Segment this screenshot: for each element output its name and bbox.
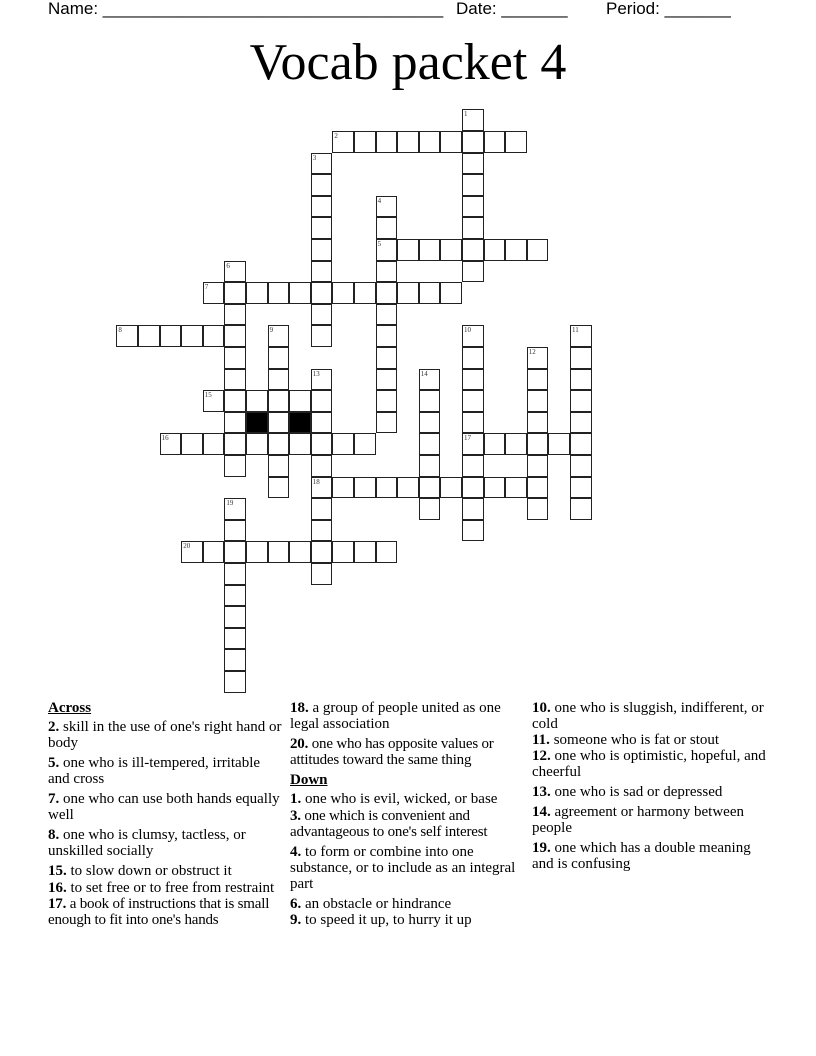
grid-cell[interactable] <box>397 282 419 304</box>
clue-number: 9 <box>269 326 274 335</box>
grid-cell[interactable] <box>527 455 549 477</box>
clue-number: 7 <box>204 283 209 292</box>
clues-column-1 <box>48 700 284 932</box>
grid-cell[interactable] <box>462 239 484 261</box>
grid-cell[interactable] <box>138 325 160 347</box>
grid-cell[interactable] <box>376 196 398 218</box>
grid-cell[interactable] <box>311 433 333 455</box>
grid-cell[interactable] <box>311 520 333 542</box>
grid-cell[interactable] <box>311 174 333 196</box>
grid-cell[interactable] <box>376 325 398 347</box>
grid-cell[interactable] <box>505 477 527 499</box>
date-field[interactable]: Date: _______ <box>456 0 568 18</box>
grid-cell[interactable] <box>268 455 290 477</box>
grid-cell[interactable] <box>419 390 441 412</box>
grid-cell[interactable] <box>570 325 592 347</box>
clue-down-1: 1. one who is evil, wicked, or base <box>290 791 498 807</box>
grid-cell[interactable] <box>289 282 311 304</box>
clue-across-20: 20. one who has opposite values or attitudes toward the same thing <box>290 736 494 768</box>
grid-cell[interactable] <box>311 217 333 239</box>
grid-cell[interactable] <box>462 347 484 369</box>
grid-cell[interactable] <box>484 239 506 261</box>
grid-cell[interactable] <box>203 433 225 455</box>
grid-cell[interactable] <box>484 433 506 455</box>
grid-cell[interactable] <box>419 433 441 455</box>
clue-across-5: 5. one who is ill-tempered, irritable and cross <box>48 755 261 787</box>
clue-down-10: 10. one who is sluggish, indifferent, or cold <box>532 700 764 732</box>
grid-cell[interactable] <box>311 325 333 347</box>
grid-cell[interactable] <box>527 477 549 499</box>
grid-cell[interactable] <box>354 131 376 153</box>
grid-cell[interactable] <box>246 541 268 563</box>
grid-cell[interactable] <box>246 433 268 455</box>
grid-cell[interactable] <box>268 541 290 563</box>
grid-cell[interactable] <box>311 563 333 585</box>
black-cell <box>246 412 268 434</box>
grid-cell[interactable] <box>224 671 246 693</box>
grid-cell[interactable] <box>354 477 376 499</box>
clue-number: 10 <box>464 326 471 335</box>
grid-cell[interactable] <box>527 390 549 412</box>
grid-cell[interactable] <box>311 477 333 499</box>
grid-cell[interactable] <box>462 196 484 218</box>
clue-down-19: 19. one which has a double meaning and is confusing <box>532 840 751 872</box>
grid-cell[interactable] <box>203 282 225 304</box>
grid-cell[interactable] <box>462 325 484 347</box>
grid-cell[interactable] <box>462 520 484 542</box>
clues-column-3 <box>532 700 768 876</box>
grid-cell[interactable] <box>203 390 225 412</box>
grid-cell[interactable] <box>484 131 506 153</box>
grid-cell[interactable] <box>311 282 333 304</box>
clue-number: 6 <box>226 261 230 270</box>
grid-cell[interactable] <box>332 282 354 304</box>
grid-cell[interactable] <box>376 239 398 261</box>
name-field[interactable]: Name: ____________________________________ <box>48 0 444 18</box>
grid-cell[interactable] <box>570 455 592 477</box>
grid-cell[interactable] <box>224 606 246 628</box>
grid-cell[interactable] <box>246 282 268 304</box>
grid-cell[interactable] <box>224 563 246 585</box>
grid-cell[interactable] <box>419 412 441 434</box>
grid-cell[interactable] <box>224 628 246 650</box>
grid-cell[interactable] <box>311 239 333 261</box>
grid-cell[interactable] <box>268 347 290 369</box>
grid-cell[interactable] <box>376 347 398 369</box>
clue-across-16: 16. to set free or to free from restraint <box>48 880 275 896</box>
grid-cell[interactable] <box>224 325 246 347</box>
clue-across-8: 8. one who is clumsy, tactless, or unskilled socially <box>48 827 246 859</box>
grid-cell[interactable] <box>376 477 398 499</box>
grid-cell[interactable] <box>462 412 484 434</box>
grid-cell[interactable] <box>505 239 527 261</box>
grid-cell[interactable] <box>462 131 484 153</box>
grid-cell[interactable] <box>397 239 419 261</box>
grid-cell[interactable] <box>332 131 354 153</box>
grid-cell[interactable] <box>462 109 484 131</box>
grid-cell[interactable] <box>332 541 354 563</box>
grid-cell[interactable] <box>311 498 333 520</box>
grid-cell[interactable] <box>268 477 290 499</box>
clue-down-3: 3. one which is convenient and advantageous to one's self interest <box>290 808 488 840</box>
grid-cell[interactable] <box>527 239 549 261</box>
grid-cell[interactable] <box>419 498 441 520</box>
clue-number: 4 <box>377 196 382 205</box>
grid-cell[interactable] <box>462 217 484 239</box>
grid-cell[interactable] <box>311 153 333 175</box>
grid-cell[interactable] <box>548 433 570 455</box>
page-title: Vocab packet 4 <box>249 34 567 91</box>
grid-cell[interactable] <box>268 282 290 304</box>
grid-cell[interactable] <box>224 412 246 434</box>
clue-down-6: 6. an obstacle or hindrance <box>290 896 452 912</box>
grid-cell[interactable] <box>289 541 311 563</box>
grid-cell[interactable] <box>419 477 441 499</box>
grid-cell[interactable] <box>484 477 506 499</box>
grid-cell[interactable] <box>419 455 441 477</box>
grid-cell[interactable] <box>527 412 549 434</box>
grid-cell[interactable] <box>570 433 592 455</box>
grid-cell[interactable] <box>311 196 333 218</box>
clue-number: 5 <box>377 240 382 248</box>
grid-cell[interactable] <box>462 369 484 391</box>
grid-cell[interactable] <box>397 477 419 499</box>
grid-cell[interactable] <box>570 390 592 412</box>
period-field[interactable]: Period: _______ <box>606 0 731 18</box>
grid-cell[interactable] <box>268 369 290 391</box>
clue-number: 13 <box>312 369 320 378</box>
grid-cell[interactable] <box>246 390 268 412</box>
clue-number: 12 <box>528 348 536 356</box>
clue-across-15: 15. to slow down or obstruct it <box>48 863 232 879</box>
grid-cell[interactable] <box>527 347 549 369</box>
grid-cell[interactable] <box>311 261 333 283</box>
grid-cell[interactable] <box>419 369 441 391</box>
grid-cell[interactable] <box>397 131 419 153</box>
grid-cell[interactable] <box>376 390 398 412</box>
clue-number: 19 <box>226 499 234 508</box>
grid-cell[interactable] <box>160 433 182 455</box>
grid-cell[interactable] <box>354 541 376 563</box>
grid-cell[interactable] <box>116 325 138 347</box>
grid-cell[interactable] <box>462 433 484 455</box>
grid-cell[interactable] <box>224 390 246 412</box>
grid-cell[interactable] <box>376 217 398 239</box>
clue-across-18: 18. a group of people united as one legal association <box>290 700 501 732</box>
clue-down-4: 4. to form or combine into one substance, or to include as an integral part <box>290 844 516 892</box>
grid-cell[interactable] <box>224 369 246 391</box>
grid-cell[interactable] <box>203 325 225 347</box>
grid-cell[interactable] <box>311 304 333 326</box>
grid-cell[interactable] <box>527 433 549 455</box>
down-heading: Down <box>290 772 328 788</box>
grid-cell[interactable] <box>224 261 246 283</box>
clue-down-12: 12. one who is optimistic, hopeful, and cheerful <box>532 748 766 780</box>
grid-cell[interactable] <box>376 261 398 283</box>
clue-down-11: 11. someone who is fat or stout <box>532 732 720 748</box>
clue-across-17: 17. a book of instructions that is small enough to fit into one's hands <box>48 896 270 928</box>
grid-cell[interactable] <box>311 541 333 563</box>
grid-cell[interactable] <box>440 131 462 153</box>
grid-cell[interactable] <box>419 131 441 153</box>
grid-cell[interactable] <box>224 455 246 477</box>
grid-cell[interactable] <box>462 455 484 477</box>
grid-cell[interactable] <box>224 347 246 369</box>
grid-cell[interactable] <box>419 239 441 261</box>
grid-cell[interactable] <box>462 498 484 520</box>
clue-number: 1 <box>464 110 468 119</box>
grid-cell[interactable] <box>570 412 592 434</box>
grid-cell[interactable] <box>570 347 592 369</box>
grid-cell[interactable] <box>440 282 462 304</box>
grid-cell[interactable] <box>181 325 203 347</box>
clue-number: 14 <box>420 369 428 378</box>
clue-number: 2 <box>334 132 338 140</box>
grid-cell[interactable] <box>376 304 398 326</box>
grid-cell[interactable] <box>289 433 311 455</box>
grid-cell[interactable] <box>181 541 203 563</box>
grid-cell[interactable] <box>224 282 246 304</box>
grid-cell[interactable] <box>203 541 225 563</box>
grid-cell[interactable] <box>440 239 462 261</box>
grid-cell[interactable] <box>505 131 527 153</box>
grid-cell[interactable] <box>462 477 484 499</box>
grid-cell[interactable] <box>224 498 246 520</box>
clue-number: 8 <box>118 326 122 335</box>
clue-number: 17 <box>464 434 471 443</box>
grid-cell[interactable] <box>376 282 398 304</box>
grid-cell[interactable] <box>462 153 484 175</box>
clue-number: 18 <box>312 477 320 486</box>
black-cell <box>289 412 311 434</box>
grid-cell[interactable] <box>505 433 527 455</box>
clue-number: 11 <box>572 326 579 335</box>
across-heading: Across <box>48 700 92 716</box>
grid-cell[interactable] <box>224 541 246 563</box>
grid-cell[interactable] <box>354 282 376 304</box>
clue-number: 16 <box>161 434 169 443</box>
clues-column-2 <box>290 700 526 932</box>
grid-cell[interactable] <box>570 498 592 520</box>
grid-cell[interactable] <box>181 433 203 455</box>
grid-cell[interactable] <box>376 541 398 563</box>
grid-cell[interactable] <box>332 433 354 455</box>
grid-cell[interactable] <box>527 498 549 520</box>
clue-down-9: 9. to speed it up, to hurry it up <box>290 912 472 928</box>
grid-cell[interactable] <box>570 369 592 391</box>
grid-cell[interactable] <box>570 477 592 499</box>
grid-cell[interactable] <box>462 390 484 412</box>
grid-cell[interactable] <box>376 131 398 153</box>
grid-cell[interactable] <box>376 412 398 434</box>
clue-number: 15 <box>204 391 212 400</box>
grid-cell[interactable] <box>224 304 246 326</box>
grid-cell[interactable] <box>268 325 290 347</box>
grid-cell[interactable] <box>268 433 290 455</box>
grid-cell[interactable] <box>419 282 441 304</box>
grid-cell[interactable] <box>311 412 333 434</box>
grid-cell[interactable] <box>289 390 311 412</box>
grid-cell[interactable] <box>268 390 290 412</box>
grid-cell[interactable] <box>224 433 246 455</box>
grid-cell[interactable] <box>311 455 333 477</box>
grid-cell[interactable] <box>440 477 462 499</box>
clue-down-13: 13. one who is sad or depressed <box>532 784 723 800</box>
grid-cell[interactable] <box>462 174 484 196</box>
clue-across-7: 7. one who can use both hands equally well <box>48 791 280 823</box>
grid-cell[interactable] <box>376 369 398 391</box>
grid-cell[interactable] <box>332 477 354 499</box>
clue-number: 20 <box>183 542 191 551</box>
grid-cell[interactable] <box>311 369 333 391</box>
grid-cell[interactable] <box>527 369 549 391</box>
clue-down-14: 14. agreement or harmony between people <box>532 804 744 836</box>
grid-cell[interactable] <box>354 433 376 455</box>
grid-cell[interactable] <box>462 261 484 283</box>
grid-cell[interactable] <box>224 585 246 607</box>
grid-cell[interactable] <box>268 412 290 434</box>
grid-cell[interactable] <box>160 325 182 347</box>
grid-cell[interactable] <box>224 649 246 671</box>
grid-cell[interactable] <box>311 390 333 412</box>
clue-number: 3 <box>312 153 317 162</box>
grid-cell[interactable] <box>224 520 246 542</box>
clue-across-2: 2. skill in the use of one's right hand or body <box>48 719 282 751</box>
